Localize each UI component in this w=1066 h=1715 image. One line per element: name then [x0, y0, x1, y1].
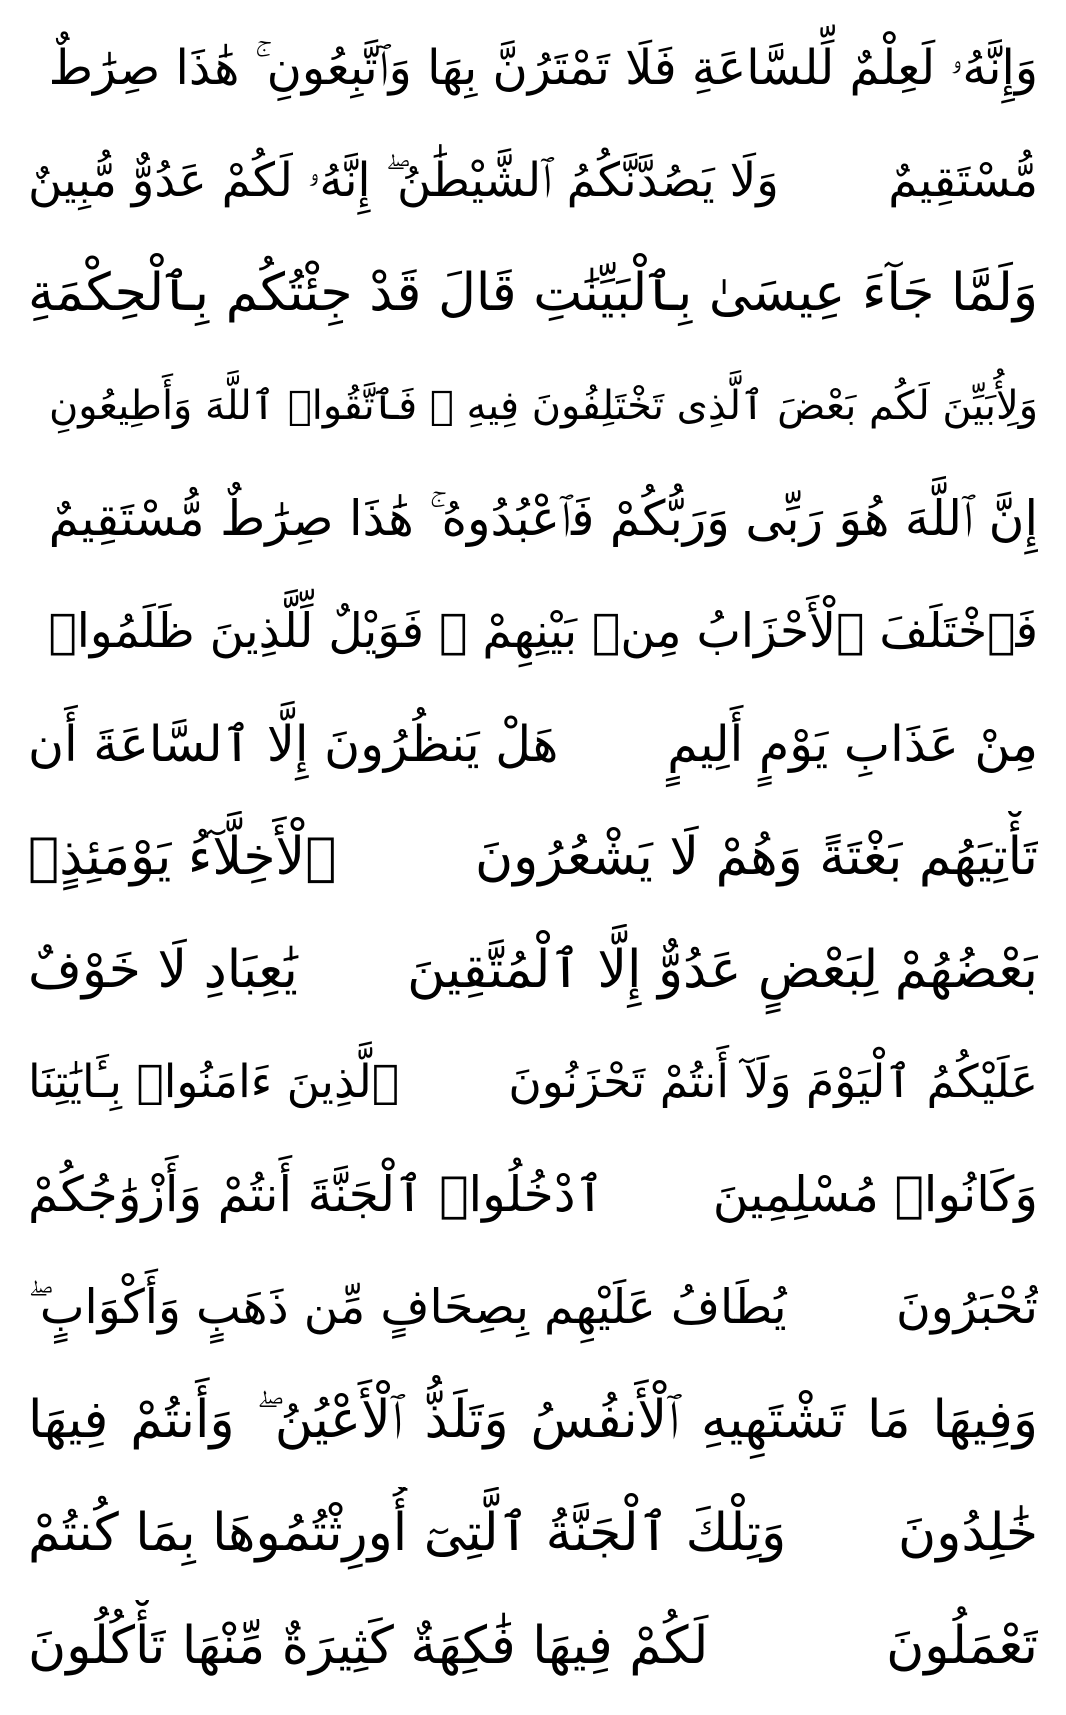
verse-segment: وَلِأُبَيِّنَ لَكُم بَعْضَ ٱلَّذِى تَخْتَلِفُونَ فِيهِ ۖ فَٱتَّقُوا۟ ٱللَّهَ وَأَطِيعُونِ	[48, 383, 1038, 430]
text-line	[28, 811, 1038, 903]
verse-segment: تَعْمَلُونَ	[886, 1615, 1038, 1676]
verse-segment: تَأْتِيَهُم بَغْتَةً وَهُمْ لَا يَشْعُرُونَ	[474, 826, 1038, 887]
verse-segment: بَعْضُهُمْ لِبَعْضٍ عَدُوٌّ إِلَّا ٱلْمُتَّقِينَ	[407, 939, 1038, 1000]
verse-segment: ٱلَّذِينَ ءَامَنُوا۟ بِـَٔايَٰتِنَا	[28, 1055, 400, 1109]
verse-segment: يُطَافُ عَلَيْهِم بِصِحَافٍ مِّن ذَهَبٍ وَأَكْوَابٍ ۖ	[28, 1279, 787, 1335]
text-line	[28, 247, 1038, 339]
text-line	[28, 135, 1038, 227]
verse-segment: وَلَا يَصُدَّنَّكُمُ ٱلشَّيْطَٰنُ ۖ إِنَّهُۥ لَكُمْ عَدُوٌّ مُّبِينٌ	[28, 153, 779, 208]
text-line	[28, 22, 1038, 114]
text-line	[28, 1374, 1038, 1466]
verse-segment: يَٰعِبَادِ لَا خَوْفٌ	[28, 939, 298, 1000]
text-line	[28, 360, 1038, 452]
verse-segment: وَإِنَّهُۥ لَعِلْمٌ لِّلسَّاعَةِ فَلَا تَمْتَرُنَّ بِهَا وَٱتَّبِعُونِ ۚ هَٰذَا صِرَٰطٌ	[48, 40, 1038, 96]
text-line	[28, 1487, 1038, 1579]
verse-segment: وَفِيهَا مَا تَشْتَهِيهِ ٱلْأَنفُسُ وَتَلَذُّ ٱلْأَعْيُنُ ۖ وَأَنتُمْ فِيهَا	[28, 1390, 1038, 1451]
verse-segment: ٱلْأَخِلَّآءُ يَوْمَئِذٍۭ	[28, 826, 337, 887]
text-line	[28, 1600, 1038, 1692]
text-line	[28, 586, 1038, 678]
text-line	[28, 698, 1038, 790]
verse-segment: لَكُمْ فِيهَا فَٰكِهَةٌ كَثِيرَةٌ مِّنْهَا تَأْكُلُونَ	[28, 1615, 709, 1676]
verse-segment: وَتِلْكَ ٱلْجَنَّةُ ٱلَّتِىٓ أُورِثْتُمُوهَا بِمَا كُنتُمْ	[28, 1503, 787, 1564]
text-line	[28, 1036, 1038, 1128]
verse-segment: إِنَّ ٱللَّهَ هُوَ رَبِّى وَرَبُّكُمْ فَٱعْبُدُوهُ ۚ هَٰذَا صِرَٰطٌ مُّسْتَقِيمٌ	[48, 490, 1038, 547]
verse-segment: وَكَانُوا۟ مُسْلِمِينَ	[712, 1166, 1038, 1224]
verse-segment: تُحْبَرُونَ	[895, 1279, 1038, 1335]
verse-segment: عَلَيْكُمُ ٱلْيَوْمَ وَلَآ أَنتُمْ تَحْزَنُونَ	[508, 1055, 1038, 1109]
text-line	[28, 1262, 1038, 1354]
text-line	[28, 924, 1038, 1016]
verse-segment: وَلَمَّا جَآءَ عِيسَىٰ بِٱلْبَيِّنَٰتِ قَالَ قَدْ جِئْتُكُم بِٱلْحِكْمَةِ	[28, 263, 1038, 324]
text-line	[28, 473, 1038, 565]
verse-segment: خَٰلِدُونَ	[898, 1503, 1038, 1564]
verse-segment: مُّسْتَقِيمٌ	[888, 153, 1038, 208]
verse-segment: فَٱخْتَلَفَ ٱلْأَحْزَابُ مِنۢ بَيْنِهِمْ ۖ فَوَيْلٌ لِّلَّذِينَ ظَلَمُوا۟	[48, 603, 1038, 659]
verse-segment: ٱدْخُلُوا۟ ٱلْجَنَّةَ أَنتُمْ وَأَزْوَٰجُكُمْ	[28, 1166, 605, 1224]
verse-segment: هَلْ يَنظُرُونَ إِلَّا ٱلسَّاعَةَ أَن	[28, 715, 559, 774]
verse-lines	[28, 22, 1038, 1692]
text-line	[28, 1149, 1038, 1241]
verse-segment: مِنْ عَذَابِ يَوْمٍ أَلِيمٍ	[667, 715, 1038, 774]
